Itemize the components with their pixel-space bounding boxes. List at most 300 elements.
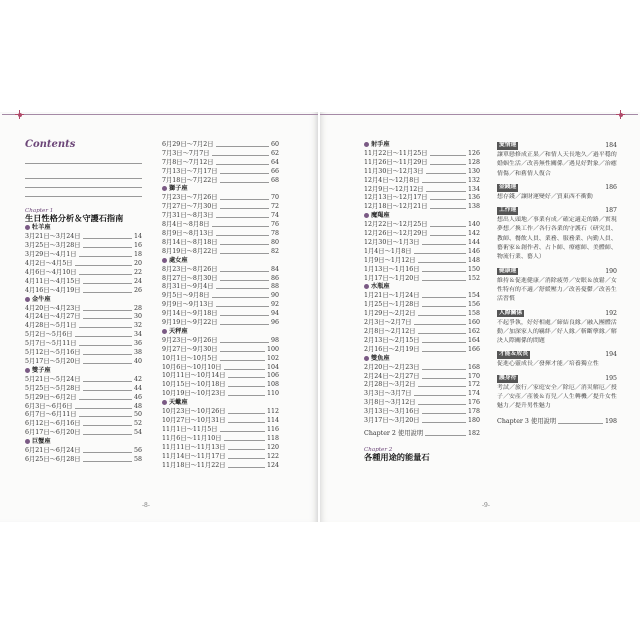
zodiac-sign-name: 魔羯座 [371,212,390,220]
toc-entry-title: 10月11日～10月14日 [162,372,226,380]
toc-entry-title: 8月9日～8月13日 [162,230,214,238]
toc-entry-title: 1月21日～1月24日 [364,292,420,300]
toc-entry-page: 36 [133,340,142,348]
theme-title: 人際關係 [499,309,523,316]
zodiac-sign-name: 處女座 [169,256,188,264]
zodiac-sign-heading [364,355,480,364]
toc-row[interactable] [364,150,480,159]
toc-entry-page: 152 [467,274,480,282]
toc-entry-page: 128 [467,158,480,166]
toc-entry-title: 2月16日～2月19日 [364,345,420,353]
toc-entry-page: 78 [270,230,279,238]
toc-entry-title: 8月31日～9月4日 [162,283,214,291]
toc-entry-page: 44 [133,384,142,392]
toc-entry-page: 136 [467,194,480,202]
toc-entry-page: 130 [467,167,480,175]
toc-entry-title: 3月21日～3月24日 [25,233,81,241]
toc-entry-title: 8月4日～8月8日 [162,221,210,229]
toc-row[interactable] [162,435,279,444]
zodiac-bullet-icon [364,213,369,218]
toc-entry-page: 38 [133,349,142,357]
theme-page: 187 [605,207,617,215]
zodiac-sign-heading [162,328,279,337]
toc-entry-title: 11月18日～11月22日 [162,461,226,469]
toc-row[interactable] [162,462,279,471]
toc-row[interactable] [162,390,279,399]
corner-ornament-icon [616,110,625,119]
toc-entry-title: 11月26日～11月29日 [364,158,428,166]
toc-row[interactable] [364,408,480,417]
toc-entry-page: 68 [270,176,279,184]
toc-row[interactable] [25,322,142,331]
toc-row[interactable] [25,394,142,403]
toc-entry-page: 46 [133,393,142,401]
toc-entry-title: 4月16日～4月19日 [25,286,81,294]
zodiac-sign-heading [25,296,142,305]
toc-row[interactable] [162,417,279,426]
toc-entry-page: 22 [133,268,142,276]
toc-entry-page: 170 [467,372,480,380]
toc-entry-page: 40 [133,357,142,365]
toc-row[interactable] [364,159,480,168]
toc-entry-title: 5月12日～5月16日 [25,349,81,357]
toc-entry-page: 86 [270,274,279,282]
toc-entry-title: 9月23日～9月26日 [162,336,218,344]
toc-row[interactable] [162,194,279,203]
toc-entry-page: 104 [266,363,279,371]
toc-entry-title: 5月29日～6月2日 [25,393,77,401]
toc-entry-page: 74 [270,212,279,220]
toc-column-3 [364,141,480,462]
toc-entry-title: 11月11日～11月13日 [162,443,226,451]
toc-row[interactable] [162,310,279,319]
toc-row[interactable] [497,418,617,427]
toc-entry-page: 20 [133,260,142,268]
toc-row[interactable] [25,182,142,191]
toc-entry-title: 12月30日～1月3日 [364,239,420,247]
toc-row[interactable] [364,177,480,186]
toc-entry-title: 7月31日～8月3日 [162,212,214,220]
toc-row[interactable] [162,221,279,230]
toc-entry-page: 58 [133,455,142,463]
toc-row[interactable] [162,346,279,355]
toc-entry-title: 7月13日～7月17日 [162,167,218,175]
theme-title: 才能＆成長 [499,351,528,358]
page-number-left: -8- [142,502,150,509]
toc-entry-title: 9月19日～9月22日 [162,319,218,327]
toc-row[interactable] [364,328,480,337]
theme-page: 190 [605,267,617,275]
toc-entry-page: 172 [467,381,480,389]
toc-entry-title: 6月21日～6月24日 [25,447,81,455]
toc-row[interactable] [364,364,480,373]
zodiac-sign-name: 牡羊座 [32,224,51,232]
toc-row[interactable] [364,430,480,439]
toc-row[interactable] [25,376,142,385]
theme-section [497,309,617,347]
toc-entry-title: 6月29日～7月2日 [162,141,214,148]
theme-section [497,267,617,305]
toc-row[interactable] [25,191,142,200]
toc-entry-page: 32 [133,322,142,330]
toc-entry-title: 3月17日～3月20日 [364,417,420,425]
toc-entry-page: 76 [270,221,279,229]
theme-header[interactable] [497,183,617,193]
zodiac-bullet-icon [162,186,167,191]
toc-entry-page: 122 [266,452,279,460]
toc-entry-title: 4月20日～4月23日 [25,304,81,312]
toc-row[interactable] [25,429,142,438]
toc-entry-title: 3月3日～3月7日 [364,390,412,398]
zodiac-sign-heading [162,399,279,408]
toc-entry-title: 12月22日～12月25日 [364,221,428,229]
theme-page: 184 [605,142,617,149]
toc-row[interactable] [25,278,142,287]
toc-row[interactable] [364,248,480,257]
toc-entry-page: 106 [266,372,279,380]
toc-row[interactable] [162,150,279,159]
page-number-right: -9- [482,502,490,509]
toc-row[interactable] [25,331,142,340]
toc-entry-title: 6月25日～6月28日 [25,455,81,463]
toc-entry-page: 118 [266,434,279,442]
toc-entry-page: 102 [266,354,279,362]
toc-entry-page: 82 [270,247,279,255]
theme-title: 健康運 [499,267,517,274]
theme-title: 護身符 [499,374,517,381]
toc-entry-title: 6月7日～6月11日 [25,411,77,419]
toc-entry-title: 3月29日～4月1日 [25,251,77,259]
book-spread [0,112,640,522]
toc-entry-title: 2月8日～2月12日 [364,328,416,336]
chapter-title: 生日性格分析＆守護石指南 [25,213,124,224]
toc-entry-page: 100 [266,345,279,353]
toc-entry-page: 166 [467,345,480,353]
theme-description: 考試／旅行／家庭安全／除厄／消災解厄／授子／安產／產後＆育兒／人生轉機／提升女性魅力／提升男性魅力 [497,384,617,410]
theme-header[interactable] [497,267,617,277]
toc-row[interactable] [364,337,480,346]
theme-description: 讓單戀修成正果／和情人天長地久／過平穩的婚姻生活／改善無性關係／遇見好對象／治癒情傷／和舊情人復合 [497,152,617,177]
toc-entry-page: 180 [467,417,480,425]
toc-row[interactable] [364,275,480,284]
toc-entry-title: 12月4日～12月8日 [364,176,420,184]
toc-entry-page: 126 [467,150,480,157]
toc-row[interactable] [162,230,279,239]
theme-title: 金錢運 [499,183,517,190]
theme-page: 192 [605,309,617,317]
toc-entry-page: 146 [467,247,480,255]
toc-row[interactable] [364,390,480,399]
toc-row[interactable] [25,242,142,251]
toc-entry-title: 11月6日～11月10日 [162,434,222,442]
toc-entry-page: 84 [270,265,279,273]
theme-description: 維持＆促進健康／消除疲勞／安眠＆放鬆／女性特有的不適／舒緩壓力／改善憂鬱／改善生活習慣 [497,277,617,303]
toc-entry-title: 6月17日～6月20日 [25,429,81,437]
toc-entry-title: 11月22日～11月25日 [364,150,428,157]
toc-entry-title: 5月2日～5月6日 [25,331,73,339]
toc-row[interactable] [25,260,142,269]
toc-entry-title: 9月27日～9月30日 [162,345,218,353]
toc-entry-title: 7月27日～7月30日 [162,203,218,211]
toc-entry-page: 66 [270,167,279,175]
toc-entry-title: 5月7日～5月11日 [25,340,77,348]
toc-entry-page: 98 [270,336,279,344]
toc-row[interactable] [162,266,279,275]
toc-entry-page: 198 [604,417,617,425]
toc-row[interactable] [25,411,142,420]
toc-row[interactable] [364,266,480,275]
toc-entry-title: 10月6日～10月10日 [162,363,222,371]
toc-row[interactable] [162,408,279,417]
toc-row[interactable] [162,319,279,328]
toc-row[interactable] [364,417,480,426]
toc-entry-title: 11月1日～11月5日 [162,425,218,433]
theme-section [497,183,617,202]
toc-entry-page: 156 [467,301,480,309]
toc-row[interactable] [162,168,279,177]
theme-header[interactable] [497,141,617,151]
toc-entry-page: 94 [270,310,279,318]
zodiac-sign-name: 金牛座 [32,295,51,303]
toc-row[interactable] [364,239,480,248]
zodiac-sign-name: 天秤座 [169,327,188,335]
toc-entry-page: 18 [133,251,142,259]
toc-entry-page: 72 [270,203,279,211]
toc-entry-title: 10月23日～10月26日 [162,408,226,416]
toc-row[interactable] [162,212,279,221]
toc-entry-page: 164 [467,336,480,344]
toc-entry-page: 124 [266,461,279,469]
zodiac-sign-heading [25,224,142,233]
toc-entry-title: 12月18日～12月21日 [364,203,428,211]
theme-title: 工作運 [499,207,517,214]
toc-row[interactable] [364,310,480,319]
toc-entry-title: 9月5日～9月8日 [162,292,210,300]
toc-entry-title: 5月21日～5月24日 [25,375,81,383]
theme-title: 愛情運 [499,142,517,148]
toc-entry-title: 2月13日～2月15日 [364,336,420,344]
toc-entry-page: 168 [467,363,480,371]
leader-line [25,163,142,164]
toc-row[interactable] [162,203,279,212]
toc-entry-title: 7月23日～7月26日 [162,194,218,202]
toc-entry-page: 14 [133,233,142,241]
toc-entry-page: 174 [467,390,480,398]
toc-row[interactable] [162,248,279,257]
zodiac-bullet-icon [25,368,30,373]
top-rule [320,114,638,115]
toc-entry-title: 10月27日～10月31日 [162,417,226,425]
theme-description: 不起爭執，好好相處／締結良緣／融入團體活動／加深家人的羈絆／好人緣／斬斷孽緣／解決人際關係的問題 [497,319,617,345]
zodiac-sign-name: 巨蟹座 [32,438,51,446]
toc-row[interactable] [162,355,279,364]
right-page [320,112,640,522]
toc-entry-title: 12月13日～12月17日 [364,194,428,202]
toc-entry-title: 9月9日～9月13日 [162,301,214,309]
theme-page: 195 [605,374,617,382]
toc-row[interactable] [364,221,480,230]
toc-row[interactable] [25,456,142,465]
toc-entry-page: 114 [266,417,279,425]
toc-row[interactable] [364,399,480,408]
theme-description: 想出人頭地／事業有成／確定適走的路／實現夢想／換工作／各行各業的守護石（研究員、教師、餐飲人員、業務、服務業、內勤人員、藝術家＆創作者、占卜師、療癒師、美體師、物流行業、藝人） [497,217,617,261]
toc-entry-page: 134 [467,185,480,193]
toc-row[interactable] [364,194,480,203]
toc-row[interactable] [25,420,142,429]
toc-entry-page: 60 [270,141,279,148]
toc-row[interactable] [364,230,480,239]
toc-entry-page: 162 [467,328,480,336]
toc-row[interactable] [162,177,279,186]
toc-entry-page: 64 [270,158,279,166]
leader-line [25,196,142,197]
zodiac-bullet-icon [364,284,369,289]
toc-row[interactable] [162,239,279,248]
toc-entry-title: 1月9日～1月12日 [364,256,416,264]
toc-entry-title: 3月25日～3月28日 [25,242,81,250]
leader-line [25,178,142,179]
toc-entry-title: 4月28日～5月1日 [25,322,77,330]
toc-entry-page: 158 [467,310,480,318]
toc-row[interactable] [25,287,142,296]
zodiac-sign-heading [364,212,480,221]
toc-entry-title: 10月19日～10月23日 [162,390,226,398]
toc-entry-page: 176 [467,399,480,407]
toc-entry-page: 34 [133,331,142,339]
toc-entry-page: 148 [467,256,480,264]
toc-row[interactable] [364,319,480,328]
contents-heading: Contents [25,139,76,150]
toc-row[interactable] [162,426,279,435]
zodiac-bullet-icon [162,258,167,263]
toc-entry-page: 28 [133,304,142,312]
zodiac-sign-name: 射手座 [371,141,390,148]
toc-row[interactable] [25,340,142,349]
zodiac-bullet-icon [25,439,30,444]
toc-entry-page: 150 [467,265,480,273]
theme-section [497,350,617,369]
toc-row[interactable] [162,301,279,310]
toc-row[interactable] [162,337,279,346]
toc-entry-page: 132 [467,176,480,184]
theme-header[interactable] [497,374,617,384]
zodiac-bullet-icon [162,329,167,334]
toc-entry-page: 120 [266,443,279,451]
toc-row[interactable] [25,385,142,394]
toc-row[interactable] [162,444,279,453]
toc-entry-title: 2月28日～3月2日 [364,381,416,389]
toc-entry-page: 92 [270,301,279,309]
zodiac-sign-heading [25,367,142,376]
toc-entry-title: 6月12日～6月16日 [25,420,81,428]
toc-entry-title: 7月18日～7月22日 [162,176,218,184]
toc-row[interactable] [364,257,480,266]
leader-line [25,187,142,188]
top-rule [2,114,318,115]
toc-entry-title: 1月4日～1月8日 [364,247,412,255]
toc-entry-page: 52 [133,420,142,428]
zodiac-bullet-icon [25,297,30,302]
toc-entry-title: 7月8日～7月12日 [162,158,214,166]
toc-row[interactable] [25,349,142,358]
toc-row[interactable] [25,158,142,167]
toc-row[interactable] [162,292,279,301]
zodiac-bullet-icon [364,142,369,147]
toc-row[interactable] [364,168,480,177]
toc-entry-title: 2月20日～2月23日 [364,363,420,371]
toc-entry-title: 4月2日～4月5日 [25,260,73,268]
toc-entry-page: 24 [133,277,142,285]
toc-column-2 [162,141,279,470]
toc-row[interactable] [25,358,142,367]
theme-header[interactable] [497,309,617,319]
toc-entry-page: 144 [467,239,480,247]
toc-row[interactable] [162,381,279,390]
toc-entry-title: 10月15日～10月18日 [162,381,226,389]
toc-entry-title: 8月23日～8月26日 [162,265,218,273]
toc-entry-title: 7月3日～7月7日 [162,149,210,157]
toc-row[interactable] [364,301,480,310]
toc-entry-page: 112 [266,408,279,416]
theme-description: 想存錢／讓財運變好／買東西不衝動 [497,193,593,200]
toc-entry-title: 5月17日～5月20日 [25,357,81,365]
toc-row[interactable] [364,346,480,355]
toc-row[interactable] [162,159,279,168]
toc-entry-page: 30 [133,313,142,321]
toc-entry-title: 1月25日～1月28日 [364,301,420,309]
toc-entry-page: 142 [467,230,480,238]
left-page [0,112,318,522]
toc-entry-title: 1月13日～1月16日 [364,265,420,273]
toc-entry-title: 3月8日～3月12日 [364,399,416,407]
toc-row[interactable] [162,453,279,462]
theme-page: 186 [605,183,617,191]
theme-header[interactable] [497,350,617,360]
toc-row[interactable] [162,141,279,150]
toc-entry-title: Chapter 3 使用說明 [497,417,557,425]
zodiac-sign-heading [25,438,142,447]
toc-entry-title: 8月27日～8月30日 [162,274,218,282]
toc-entry-page: 26 [133,286,142,294]
toc-row[interactable] [25,173,142,182]
zodiac-sign-name: 雙子座 [32,366,51,374]
toc-entry-page: 70 [270,194,279,202]
zodiac-bullet-icon [25,225,30,230]
toc-entry-page: 50 [133,411,142,419]
toc-entry-page: 16 [133,242,142,250]
zodiac-sign-name: 獅子座 [169,185,188,193]
toc-entry-title: 2月3日～2月7日 [364,319,412,327]
toc-entry-title: 11月30日～12月3日 [364,167,424,175]
toc-row[interactable] [364,203,480,212]
toc-entry-page: 56 [133,447,142,455]
toc-row[interactable] [25,447,142,456]
zodiac-bullet-icon [162,400,167,405]
toc-entry-title: 2月24日～2月27日 [364,372,420,380]
toc-entry-page: 154 [467,292,480,300]
toc-row[interactable] [25,233,142,242]
chapter-label: Chapter 2 [364,446,393,453]
toc-entry-page: 182 [467,429,480,437]
toc-entry-page: 96 [270,319,279,327]
toc-entry-page: 62 [270,149,279,157]
toc-row[interactable] [25,269,142,278]
theme-header[interactable] [497,206,617,216]
toc-entry-page: 116 [266,425,279,433]
toc-row[interactable] [25,251,142,260]
toc-entry-title: 1月29日～2月2日 [364,310,416,318]
toc-column-1 [25,158,142,465]
